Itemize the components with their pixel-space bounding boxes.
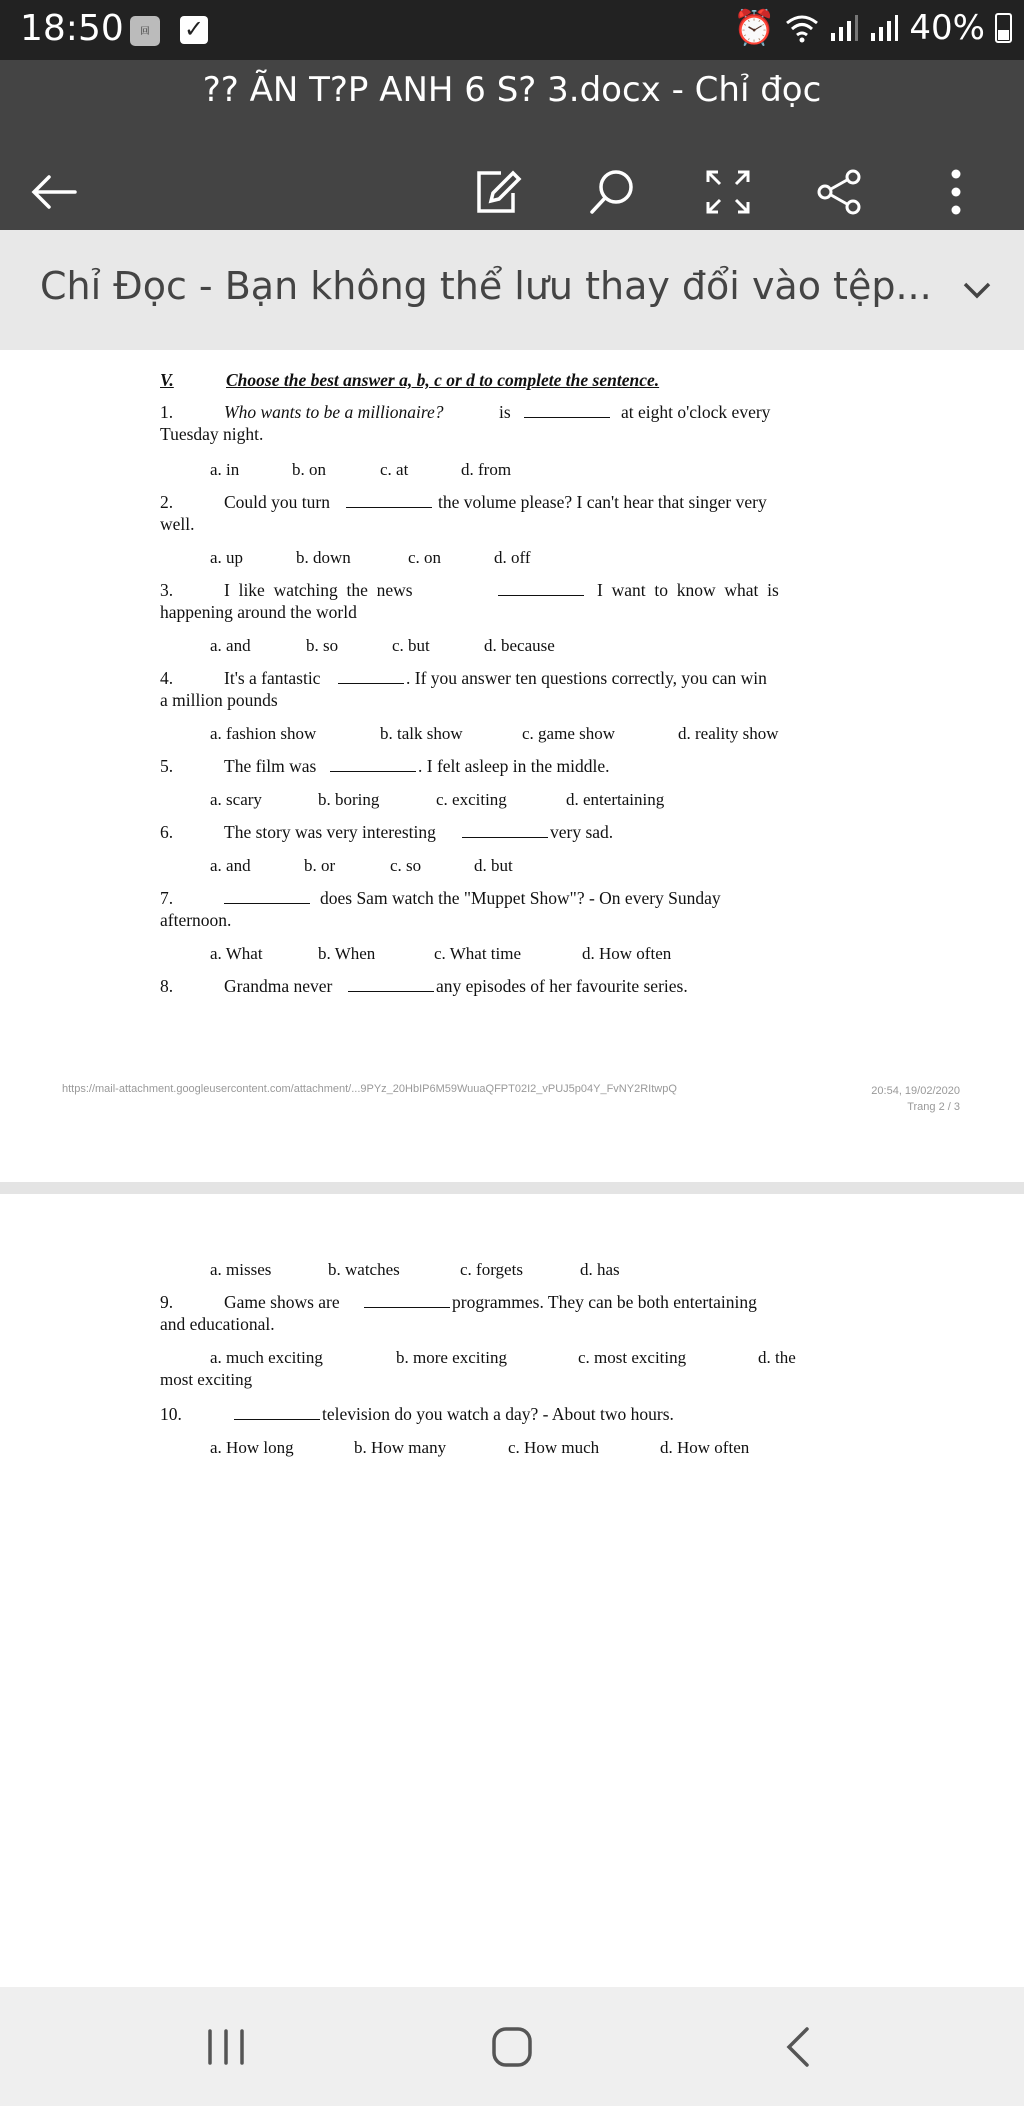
q5-option-c: c. exciting [436, 790, 507, 809]
question-9-number: 9. [160, 1292, 174, 1312]
question-7-number: 7. [160, 888, 174, 908]
question-7-text-c: does Sam watch the "Muppet Show"? - On every Sunday [320, 888, 721, 908]
q2-option-b: b. down [296, 548, 351, 567]
q1-option-a: a. in [210, 460, 240, 479]
q2-option-c: c. on [408, 548, 442, 567]
home-button[interactable] [472, 2017, 552, 2077]
question-5-text-a: The film was [224, 756, 317, 776]
question-9-text-a: Game shows are [224, 1292, 340, 1312]
q9-option-b: b. more exciting [396, 1348, 507, 1367]
q3-option-c: c. but [392, 636, 430, 655]
question-7-blank [224, 888, 310, 909]
q1-option-b: b. on [292, 460, 326, 479]
fullscreen-icon [704, 168, 752, 216]
question-1-text-line2: Tuesday night. [160, 424, 264, 444]
question-4-blank [338, 668, 404, 689]
question-4-text-line2: a million pounds [160, 690, 278, 710]
page-footer-url: https://mail-attachment.googleusercontent.com/attachment/...9PYz_20HbIP6M59WuuaQFPT02I2_vPUJ5p04Y_FvNY2RItwpQ [62, 1083, 677, 1095]
document-page-3 [0, 1194, 1024, 1987]
home-icon [490, 2025, 534, 2069]
q3-option-b: b. so [306, 636, 339, 655]
q10-option-a: a. How long [210, 1438, 294, 1457]
status-bar [0, 0, 1024, 60]
question-6-text-c: very sad. [550, 822, 614, 842]
checkbox-notification-icon: ✓ [180, 16, 208, 44]
document-page-2 [0, 350, 1024, 1182]
q2-option-d: d. off [494, 548, 531, 567]
question-3-text-a: I like watching the news [224, 580, 413, 600]
recent-apps-button[interactable] [186, 2017, 266, 2077]
q10-option-d: d. How often [660, 1438, 750, 1457]
q2-option-a: a. up [210, 548, 244, 567]
q5-option-a: a. scary [210, 790, 262, 809]
question-10-blank [234, 1404, 320, 1425]
question-4-number: 4. [160, 668, 174, 688]
question-10-text-c: television do you watch a day? - About two hours. [322, 1404, 674, 1424]
question-1-text-a: Who wants to be a millionaire? [224, 402, 444, 422]
footer-datetime: 20:54, 19/02/2020 [871, 1085, 960, 1097]
question-2-number: 2. [160, 492, 174, 512]
question-8-text-a: Grandma never [224, 976, 333, 996]
q4-option-b: b. talk show [380, 724, 463, 743]
question-8-number: 8. [160, 976, 174, 996]
edit-button[interactable] [466, 160, 530, 224]
q4-option-c: c. game show [522, 724, 616, 743]
search-icon [587, 167, 637, 217]
back-chevron-icon [783, 2025, 813, 2069]
chevron-down-icon[interactable] [960, 270, 994, 310]
q8-option-b: b. watches [328, 1260, 400, 1279]
question-7-text-line2: afternoon. [160, 910, 232, 930]
back-button[interactable] [22, 160, 86, 224]
question-1-text-c: at eight o'clock every [621, 402, 771, 422]
question-2-text-c: the volume please? I can't hear that singer very [438, 492, 767, 512]
question-2-blank [346, 492, 432, 513]
question-4-text-a: It's a fantastic [224, 668, 321, 688]
q6-option-c: c. so [390, 856, 422, 875]
question-6-blank [462, 822, 548, 843]
q1-option-c: c. at [380, 460, 409, 479]
question-3-blank [498, 580, 584, 601]
question-3-text-c: I want to know what is [597, 580, 779, 600]
q3-option-d: d. because [484, 636, 555, 655]
battery-percent: 40% [909, 8, 985, 48]
q6-option-b: b. or [304, 856, 336, 875]
q4-option-a: a. fashion show [210, 724, 317, 743]
question-9-text-c: programmes. They can be both entertaining [452, 1292, 757, 1312]
q8-option-d: d. has [580, 1260, 620, 1279]
q6-option-a: a. and [210, 856, 251, 875]
q8-option-c: c. forgets [460, 1260, 523, 1279]
system-navigation-bar [0, 1987, 1024, 2106]
q9-option-a: a. much exciting [210, 1348, 323, 1367]
section-heading: Choose the best answer a, b, c or d to complete the sentence. [226, 370, 660, 390]
signal-icon [829, 13, 859, 43]
more-vertical-icon [946, 167, 966, 217]
document-title: ?? ÃN T?P ANH 6 S? 3.docx - Chỉ đọc [202, 70, 822, 110]
share-button[interactable] [808, 160, 872, 224]
question-4-text-c: . If you answer ten questions correctly, you can win [406, 668, 767, 688]
notification-icon: 回 [130, 16, 160, 46]
wifi-icon [785, 13, 819, 43]
q10-option-b: b. How many [354, 1438, 447, 1457]
app-header [0, 60, 1024, 230]
question-3-text-line2: happening around the world [160, 602, 357, 622]
battery-icon [995, 13, 1012, 43]
back-arrow-icon [29, 172, 79, 212]
q8-option-a: a. misses [210, 1260, 272, 1279]
page-separator [0, 1182, 1024, 1194]
q6-option-d: d. but [474, 856, 513, 875]
footer-page-number: Trang 2 / 3 [907, 1101, 960, 1113]
question-9-blank [364, 1292, 450, 1313]
section-number: V. [160, 370, 174, 390]
question-2-text-a: Could you turn [224, 492, 330, 512]
q3-option-a: a. and [210, 636, 251, 655]
question-1-blank [524, 402, 610, 423]
more-options-button[interactable] [924, 160, 988, 224]
question-10-number: 10. [160, 1404, 182, 1424]
question-9-text-line2: and educational. [160, 1314, 275, 1334]
read-only-banner[interactable] [0, 230, 1024, 350]
question-3-number: 3. [160, 580, 174, 600]
question-5-text-c: . I felt asleep in the middle. [418, 756, 610, 776]
question-5-number: 5. [160, 756, 174, 776]
search-button[interactable] [580, 160, 644, 224]
read-only-message: Chỉ Đọc - Bạn không thể lưu thay đổi vào tệp... [40, 264, 932, 308]
question-1-text-b: is [499, 402, 511, 422]
question-5-blank [330, 756, 416, 777]
q1-option-d: d. from [461, 460, 512, 479]
q7-option-d: d. How often [582, 944, 672, 963]
edit-icon [473, 167, 523, 217]
q9-option-d-line2: most exciting [160, 1370, 253, 1389]
q4-option-d: d. reality show [678, 724, 779, 743]
alarm-icon: ⏰ [733, 8, 776, 48]
signal-icon-2 [869, 13, 899, 43]
question-6-number: 6. [160, 822, 174, 842]
q9-option-c: c. most exciting [578, 1348, 687, 1367]
page-footer-date [871, 1083, 960, 1115]
status-indicators [733, 8, 1012, 48]
fullscreen-button[interactable] [696, 160, 760, 224]
share-icon [815, 167, 865, 217]
q5-option-d: d. entertaining [566, 790, 665, 809]
q7-option-c: c. What time [434, 944, 522, 963]
question-2-text-line2: well. [160, 514, 195, 534]
q10-option-c: c. How much [508, 1438, 600, 1457]
status-time: 18:50 [20, 8, 124, 49]
q7-option-a: a. What [210, 944, 263, 963]
question-6-text-a: The story was very interesting [224, 822, 436, 842]
question-8-text-c: any episodes of her favourite series. [436, 976, 688, 996]
back-nav-button[interactable] [758, 2017, 838, 2077]
recent-apps-icon [204, 2027, 248, 2067]
question-1-number: 1. [160, 402, 174, 422]
q5-option-b: b. boring [318, 790, 380, 809]
q9-option-d: d. the [758, 1348, 796, 1367]
q7-option-b: b. When [318, 944, 376, 963]
question-8-blank [348, 976, 434, 997]
